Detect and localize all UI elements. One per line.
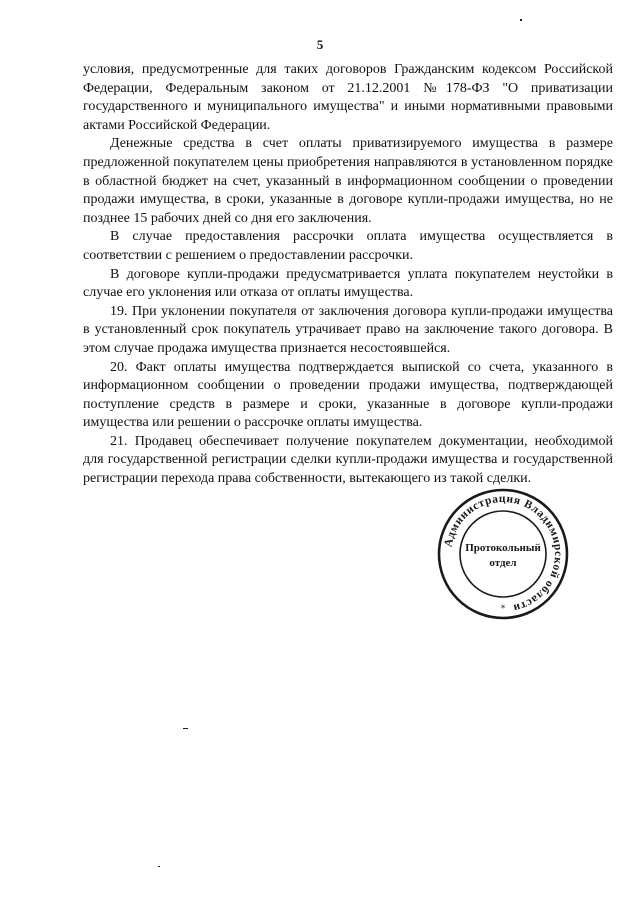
- scan-speck: [520, 19, 522, 21]
- stamp-inner-ring: [460, 511, 546, 597]
- stamp-ring-text: Администрация Владимирской области: [442, 492, 565, 614]
- paragraph-penalty: В договоре купли-продажи предусматривается уплата покупателем неустойки в случае его уклонения или отказа от оплаты имущества.: [83, 266, 613, 301]
- official-stamp: [436, 487, 570, 621]
- stamp-star-mark: *: [500, 604, 506, 614]
- paragraph-installment: В случае предоставления рассрочки оплата имущества осуществляется в соответствии с решением о предоставлении рассрочки.: [83, 229, 613, 263]
- page-number: 5: [316, 37, 324, 52]
- stamp-outer-ring: [439, 490, 567, 618]
- paragraph-item-19: 19. При уклонении покупателя от заключения договора купли-продажи имущества в установленный срок покупатель утрачивает право на заключение такого договора. В этом случае продажа имущества признается несостоявшейся.: [83, 303, 613, 356]
- scan-speck: [183, 728, 188, 729]
- paragraph-payment-funds: Денежные средства в счет оплаты приватизируемого имущества в размере предложенной покупателем цены приобретения направляются в установленном порядке в областной бюджет на счет, указанный в информационном сообщении о проведении продажи имущества, в сроки, указанные в договоре купли-продажи имущества, но не позднее 15 рабочих дней со дня его заключения.: [83, 136, 613, 226]
- stamp-center-line1: Протокольный: [465, 542, 541, 554]
- paragraph-continuation: условия, предусмотренные для таких договоров Гражданским кодексом Российской Федерации, Федеральным законом от 21.12.2001 №178-ФЗ "О приватизации государственного и муниципального имущества" и иными нормативными правовыми актами Российской Федерации.: [83, 62, 613, 133]
- paragraph-item-20: 20. Факт оплаты имущества подтверждается выпиской со счета, указанного в информационном сообщении о проведении продажи имущества, подтверждающей поступление средств в размере и сроки, указанные в договоре купли-продажи имущества или решении о рассрочке оплаты имущества.: [83, 359, 613, 431]
- document-body: [83, 61, 613, 489]
- scan-speck: [158, 866, 160, 867]
- stamp-center-line2: отдел: [489, 557, 517, 569]
- paragraph-item-21: 21. Продавец обеспечивает получение покупателем документации, необходимой для государственной регистрации сделки купли-продажи имущества и государственной регистрации перехода права собственности, вытекающего из такой сделки.: [83, 433, 613, 487]
